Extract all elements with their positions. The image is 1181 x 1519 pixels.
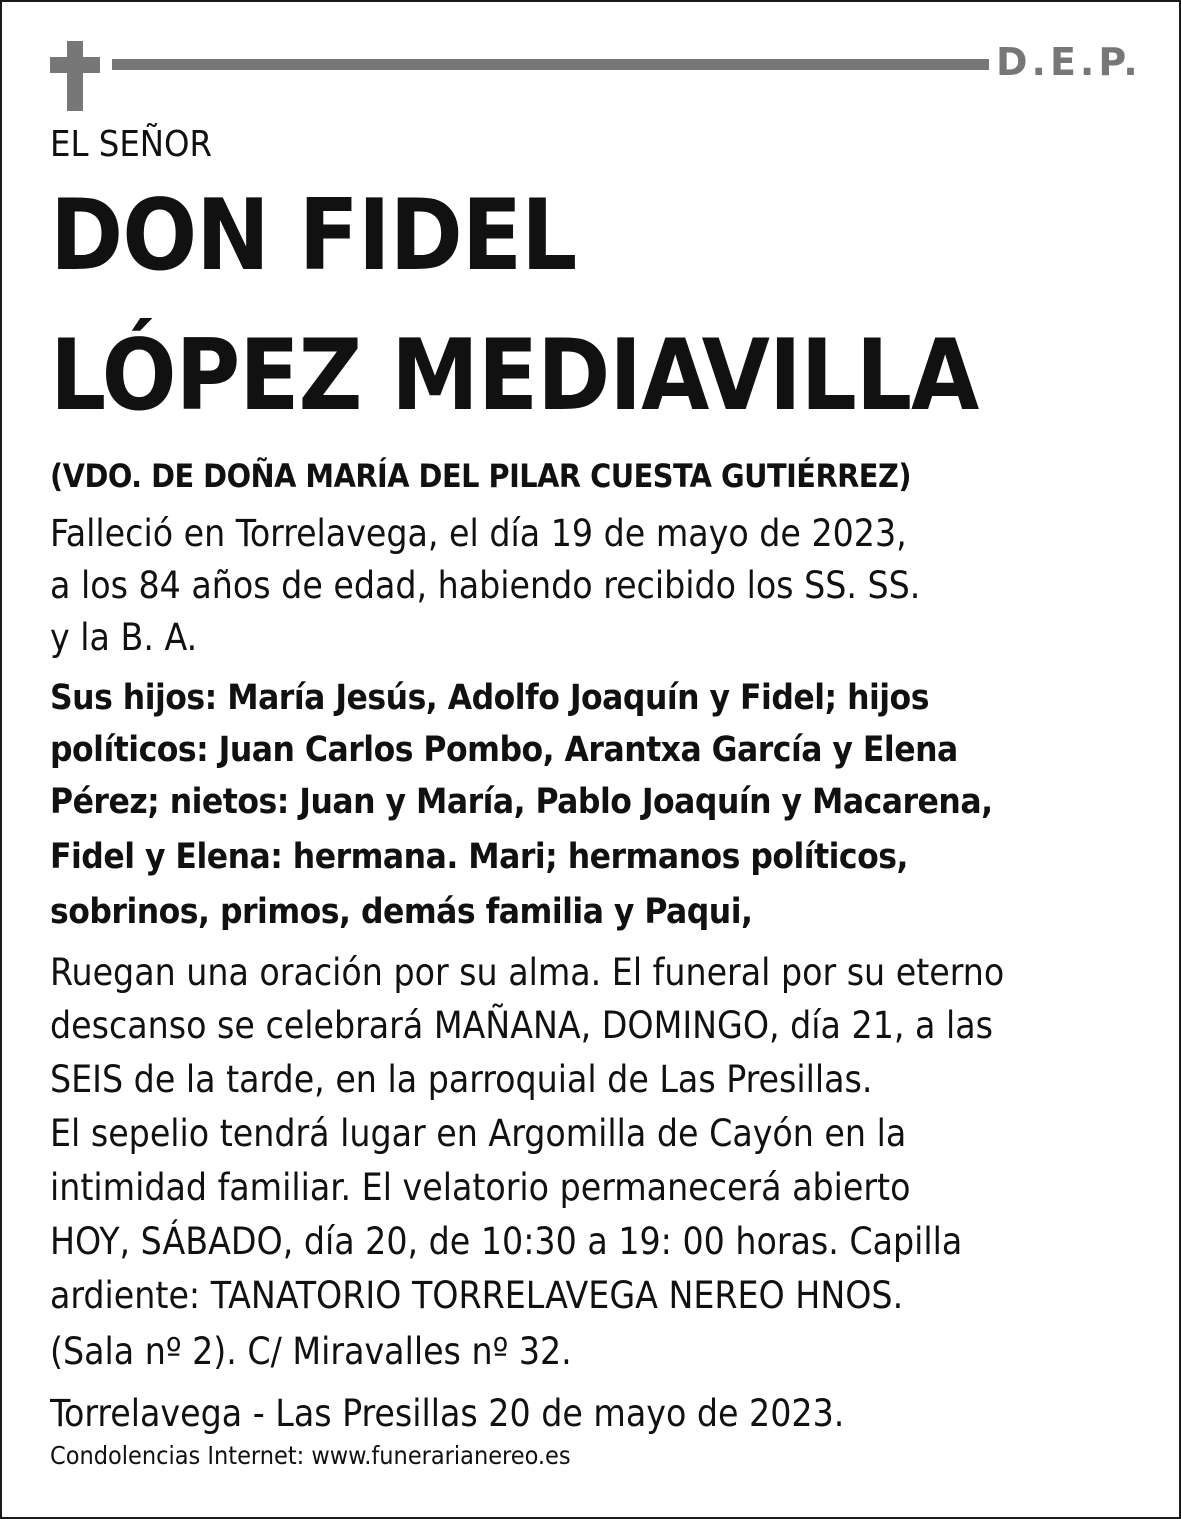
funeral-details-line: Ruegan una oración por su alma. El funeral por su eterno [50,951,1005,994]
honorific: EL SEÑOR [50,124,213,165]
funeral-details-line: intimidad familiar. El velatorio permanecerá abierto [50,1166,911,1209]
funeral-details-line: ardiente: TANATORIO TORRELAVEGA NEREO HNOS. [50,1274,904,1317]
funeral-details-line: (Sala nº 2). C/ Miravalles nº 32. [50,1330,572,1373]
place-date: Torrelavega - Las Presillas 20 de mayo de 2023. [50,1392,845,1435]
death-notice-line: y la B. A. [50,616,198,659]
header-rule [112,59,989,70]
funeral-details-line: HOY, SÁBADO, día 20, de 10:30 a 19: 00 horas. Capilla [50,1220,963,1263]
condolences-website: Condolencias Internet: www.funerarianereo.es [50,1441,571,1470]
death-notice-line: Falleció en Torrelavega, el día 19 de mayo de 2023, [50,512,907,555]
family-line: Sus hijos: María Jesús, Adolfo Joaquín y Fidel; hijos [50,678,929,718]
funeral-details-line: descanso se celebrará MAÑANA, DOMINGO, día 21, a las [50,1004,993,1047]
family-line: sobrinos, primos, demás familia y Paqui, [50,892,753,932]
dep-label: D.E.P. [996,40,1142,84]
death-notice-line: a los 84 años de edad, habiendo recibido los SS. SS. [50,564,921,607]
funeral-details-line: SEIS de la tarde, en la parroquial de Las Presillas. [50,1058,873,1101]
deceased-name-line-1: DON FIDEL [50,179,577,293]
family-line: Pérez; nietos: Juan y María, Pablo Joaquín y Macarena, [50,782,993,822]
widower-of: (VDO. DE DOÑA MARÍA DEL PILAR CUESTA GUTIÉRREZ) [50,457,911,495]
family-line: políticos: Juan Carlos Pombo, Arantxa García y Elena [50,730,958,770]
cross-icon [50,41,100,111]
deceased-name-line-2: LÓPEZ MEDIAVILLA [50,319,979,433]
funeral-details-line: El sepelio tendrá lugar en Argomilla de Cayón en la [50,1112,907,1155]
family-line: Fidel y Elena: hermana. Mari; hermanos políticos, [50,837,908,877]
